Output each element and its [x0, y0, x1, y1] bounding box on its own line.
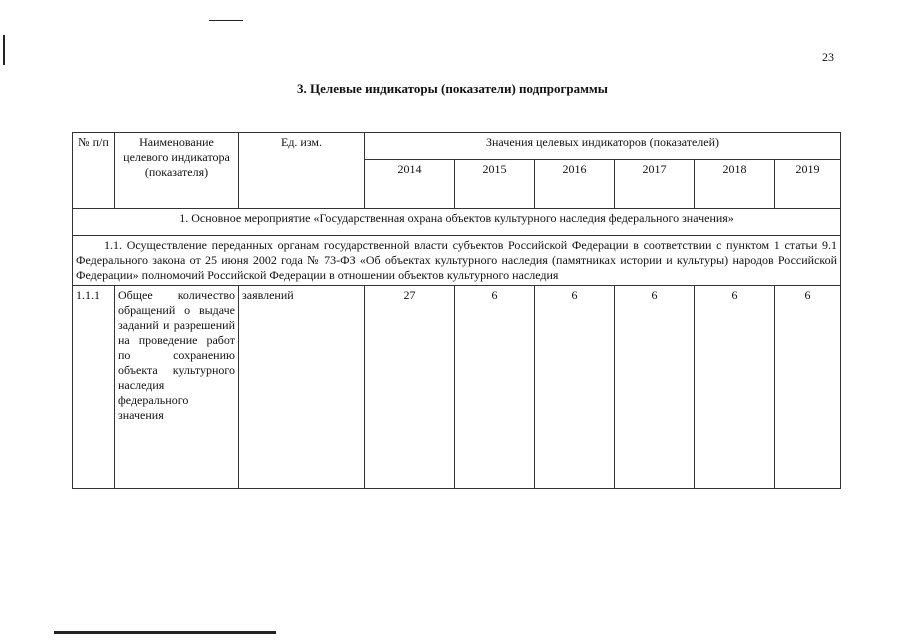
- row-value-2016: 6: [535, 286, 615, 489]
- header-year: 2015: [455, 160, 535, 209]
- header-year: 2017: [615, 160, 695, 209]
- header-year: 2014: [365, 160, 455, 209]
- header-no: № п/п: [73, 133, 115, 209]
- header-values-group: Значения целевых индикаторов (показателей): [365, 133, 841, 160]
- row-no: 1.1.1: [73, 286, 115, 489]
- header-year: 2019: [775, 160, 841, 209]
- scan-mark-left-edge: [3, 35, 5, 65]
- header-unit: Ед. изм.: [239, 133, 365, 209]
- subactivity-title: 1.1. Осуществление переданных органам государственной власти субъектов Российской Федерации в соответствии с пунктом 1 статьи 9.1 Федерального закона от 25 июня 2002 года № 73-ФЗ «Об объектах культурного наследия (памятниках истории и культуры) народов Российской Федерации» полномочий Российской Федерации в отношении объектов культурного наследия: [73, 236, 841, 286]
- row-value-2017: 6: [615, 286, 695, 489]
- section-title: 3. Целевые индикаторы (показатели) подпрограммы: [297, 81, 608, 96]
- row-value-2019: 6: [775, 286, 841, 489]
- row-value-2018: 6: [695, 286, 775, 489]
- activity-row: [73, 209, 841, 236]
- header-year: 2016: [535, 160, 615, 209]
- row-value-2015: 6: [455, 286, 535, 489]
- scan-mark-top: [209, 20, 243, 21]
- indicators-table: [72, 132, 841, 489]
- row-value-2014: 27: [365, 286, 455, 489]
- activity-title: 1. Основное мероприятие «Государственная охрана объектов культурного наследия федерального значения»: [73, 209, 841, 236]
- table-row: [73, 286, 841, 489]
- row-indicator-name: Общее количество обращений о выдаче заданий и разрешений на проведение работ по сохранению объекта культурного наследия федерального значения: [115, 286, 239, 489]
- header-row: [73, 133, 841, 160]
- page-number: 23: [822, 50, 834, 64]
- scan-mark-bottom: [54, 631, 276, 634]
- subactivity-row: [73, 236, 841, 286]
- row-unit: заявлений: [239, 286, 365, 489]
- header-name: Наименование целевого индикатора (показателя): [115, 133, 239, 209]
- header-year: 2018: [695, 160, 775, 209]
